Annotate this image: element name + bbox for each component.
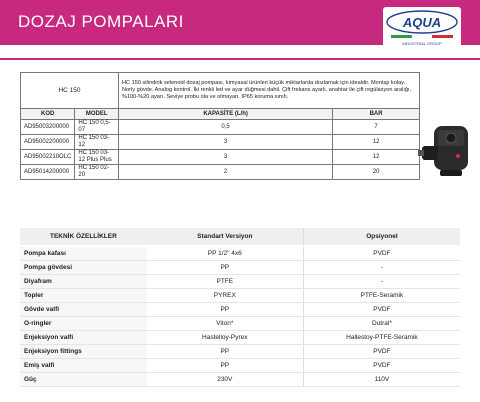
spec-optional: PVDF bbox=[303, 246, 460, 261]
spec-standard: PYREX bbox=[147, 289, 304, 303]
table-row bbox=[21, 120, 420, 135]
cell-code: AD95002200000 bbox=[21, 135, 75, 150]
spec-label: Enjeksiyon valfi bbox=[20, 331, 147, 345]
table-row bbox=[20, 289, 460, 303]
cell-bar: 7 bbox=[333, 120, 420, 135]
cell-bar: 20 bbox=[333, 165, 420, 180]
spec-standard: PP 1/2" 4x6 bbox=[147, 246, 304, 261]
spec-label: Enjeksiyon fittings bbox=[20, 345, 147, 359]
spec-optional: Dutral* bbox=[303, 317, 460, 331]
column-header: Opsiyonel bbox=[303, 228, 460, 246]
spec-standard: Hastelloy-Pyrex bbox=[147, 331, 304, 345]
cell-bar: 12 bbox=[333, 135, 420, 150]
spec-label: Topler bbox=[20, 289, 147, 303]
table-row bbox=[20, 345, 460, 359]
spec-optional: PVDF bbox=[303, 359, 460, 373]
logo-brand: AQUA bbox=[402, 15, 442, 30]
spec-label: Gövde valfi bbox=[20, 303, 147, 317]
spec-label: O-ringler bbox=[20, 317, 147, 331]
specs-table bbox=[20, 228, 460, 387]
spec-label: Pompa gövdesi bbox=[20, 261, 147, 275]
cell-code: AD95014200000 bbox=[21, 165, 75, 180]
divider bbox=[0, 58, 480, 60]
page-title: DOZAJ POMPALARI bbox=[18, 12, 184, 31]
spec-optional: Hallestoy-PTFE-Seramik bbox=[303, 331, 460, 345]
table-row bbox=[20, 246, 460, 261]
table-row bbox=[21, 165, 420, 180]
column-header: KAPASİTE (L/h) bbox=[118, 109, 332, 120]
spec-standard: 230V bbox=[147, 373, 304, 387]
cell-code: AD95003200000 bbox=[21, 120, 75, 135]
spec-optional: PTFE-Seramik bbox=[303, 289, 460, 303]
spec-optional: - bbox=[303, 275, 460, 289]
cell-capacity: 0,5 bbox=[118, 120, 332, 135]
table-row bbox=[20, 275, 460, 289]
spec-standard: PP bbox=[147, 303, 304, 317]
table-row bbox=[20, 359, 460, 373]
spec-standard: PP bbox=[147, 359, 304, 373]
cell-code: AD95002210OLC bbox=[21, 150, 75, 165]
logo-tagline: INDUSTRIAL GROUP bbox=[402, 41, 442, 46]
column-header: MODEL bbox=[75, 109, 119, 120]
table-row bbox=[21, 150, 420, 165]
cell-model: HC 150 03-12 Plus Plus bbox=[75, 150, 119, 165]
cell-model: HC 150 02-20 bbox=[75, 165, 119, 180]
spec-label: Emiş valfi bbox=[20, 359, 147, 373]
aqua-logo bbox=[383, 7, 461, 50]
column-header: KOD bbox=[21, 109, 75, 120]
spec-standard: PP bbox=[147, 345, 304, 359]
product-description: HC 150 silindirik selenoid dozaj pompası, kimyasal ürünleri küçük miktarlarda dozlamak için idealdir. Montajı kolay. Norly gövde. Analog kontrol. İki renkli led ve ayar düğmesi dahil. Çift frekans ayarlı, anahtar ile çift regülasyon aralığı, %100-%20 ayarı. Seviye probu ola ve olmayan. IP65 koruma sınıfı. bbox=[118, 73, 419, 109]
table-row bbox=[20, 373, 460, 387]
spec-optional: PVDF bbox=[303, 303, 460, 317]
cell-model: HC 150 0,5-07 bbox=[75, 120, 119, 135]
spec-standard: PP bbox=[147, 261, 304, 275]
spec-optional: - bbox=[303, 261, 460, 275]
table-row bbox=[20, 331, 460, 345]
product-name: HC 150 bbox=[21, 73, 119, 109]
table-row bbox=[20, 303, 460, 317]
cell-capacity: 3 bbox=[118, 150, 332, 165]
table-row bbox=[20, 317, 460, 331]
cell-capacity: 2 bbox=[118, 165, 332, 180]
cell-model: HC 150 03-12 bbox=[75, 135, 119, 150]
spec-standard: Viton* bbox=[147, 317, 304, 331]
table-row bbox=[20, 261, 460, 275]
column-header: BAR bbox=[333, 109, 420, 120]
column-header: TEKNİK ÖZELLİKLER bbox=[20, 228, 147, 246]
spec-optional: 110V bbox=[303, 373, 460, 387]
table-row bbox=[21, 135, 420, 150]
cell-bar: 12 bbox=[333, 150, 420, 165]
spec-label: Diyafram bbox=[20, 275, 147, 289]
spec-standard: PTFE bbox=[147, 275, 304, 289]
product-table bbox=[20, 72, 420, 180]
column-header: Standart Versiyon bbox=[147, 228, 304, 246]
spec-label: Pompa kafası bbox=[20, 246, 147, 261]
spec-optional: PVDF bbox=[303, 345, 460, 359]
cell-capacity: 3 bbox=[118, 135, 332, 150]
pump-image bbox=[418, 120, 480, 178]
spec-label: Güç bbox=[20, 373, 147, 387]
